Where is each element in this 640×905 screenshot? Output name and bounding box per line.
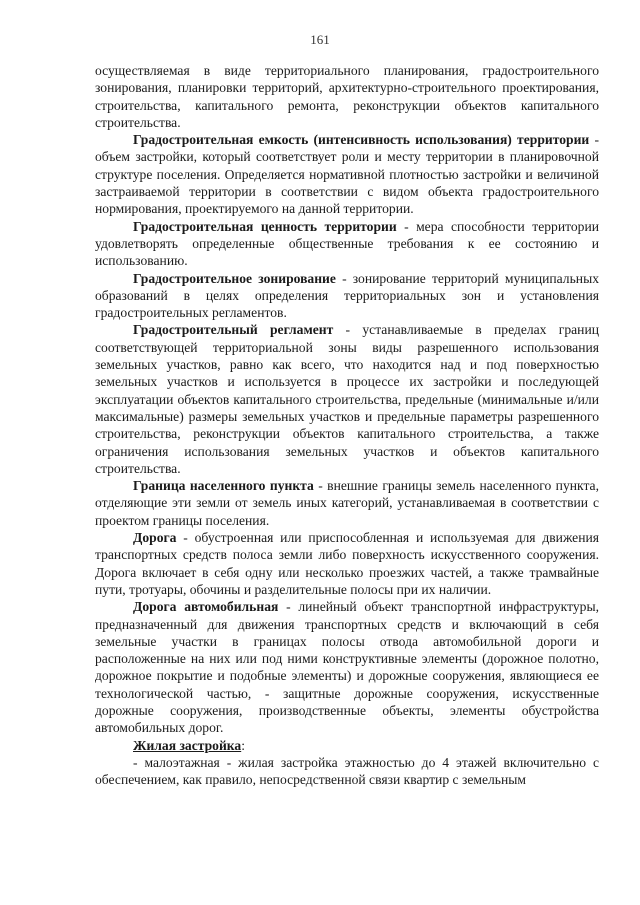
definition-text: - зонирование территорий муниципальных образований в целях определения территориальных зон и установления градостроительных регламентов. [95, 270, 599, 321]
definition-text: - мера способности территории удовлетворять определенные общественные требования к ее состоянию и использованию. [95, 218, 600, 269]
definition-paragraph [95, 321, 599, 477]
section-heading: Жилая застройка [133, 737, 242, 753]
paragraph-text: осуществляемая в виде территориального планирования, градостроительного зонирования, планировки территорий, архитектурно-строительного проектирования, строительства, капитального ремонта, реконструкции объектов капитального строительства. [95, 63, 599, 130]
section-heading-suffix: : [241, 737, 245, 753]
document-body [95, 62, 599, 788]
definition-text: - устанавливаемые в пределах границ соответствующей территориальной зоны виды разрешенного использования земельных участков, равно как всего, что находится над и под поверхностью земельных участков и используется в процессе их застройки и последующей эксплуатации объектов капитального строительства, предельные (минимальные и/или максимальные) размеры земельных участков и предельные параметры разрешенного строительства, реконструкции объектов капитального строительства, а также ограничения использования земельных участков и объектов капитального строительства. [95, 322, 599, 476]
list-paragraph [95, 754, 599, 789]
definition-term: Граница населенного пункта [133, 478, 314, 494]
definition-text: - обустроенная или приспособленная и используемая для движения транспортных средств полоса земли либо поверхность искусственного сооружения. Дорога включает в себя одну или несколько проезжих частей, а также трамвайные пути, тротуары, обочины и разделительные полосы при их наличии. [95, 530, 599, 597]
definition-text: - линейный объект транспортной инфраструктуры, предназначенный для движения транспортных средств и включающий в себя земельные участки в границах полосы отвода автомобильной дороги и расположенные на них или под ними конструктивные элементы (дорожное полотно, дорожное покрытие и подобные элементы) и дорожные сооружения, являющиеся ее технологической частью, - защитные дорожные сооружения, искусственные дорожные сооружения, производственные объекты, элементы обустройства автомобильных дорог. [95, 599, 599, 736]
definition-paragraph [95, 529, 599, 598]
definition-text: - внешние границы земель населенного пункта, отделяющие эти земли от земель иных категорий, устанавливаемая в соответствии с проектом границы поселения. [95, 478, 599, 528]
definition-paragraph [95, 218, 599, 270]
definition-term: Градостроительный регламент [133, 322, 334, 338]
section-heading-line [95, 737, 599, 754]
page-number: 161 [310, 32, 330, 47]
definition-term: Дорога [133, 530, 177, 546]
definition-term: Градостроительная ценность территории [133, 218, 397, 234]
definition-paragraph [95, 598, 599, 736]
definition-paragraph [95, 270, 599, 322]
definition-paragraph [95, 131, 599, 217]
definition-paragraph [95, 477, 599, 529]
definition-text: - объем застройки, который соответствует роли и месту территории в планировочной структуре поселения. Определяется нормативной плотностью застройки и величиной застраиваемой территории в соответствии с видом объекта градостроительного нормирования, проектируемого на данной территории. [95, 132, 599, 217]
definition-term: Дорога автомобильная [133, 599, 279, 615]
list-text: - малоэтажная - жилая застройка этажностью до 4 этажей включительно с обеспечением, как правило, непосредственной связи квартир с земельным [95, 754, 599, 788]
definition-term: Градостроительное зонирование [133, 270, 336, 286]
definition-term: Градостроительная емкость (интенсивность использования) территории [133, 132, 590, 148]
paragraph-continuation [95, 62, 599, 131]
